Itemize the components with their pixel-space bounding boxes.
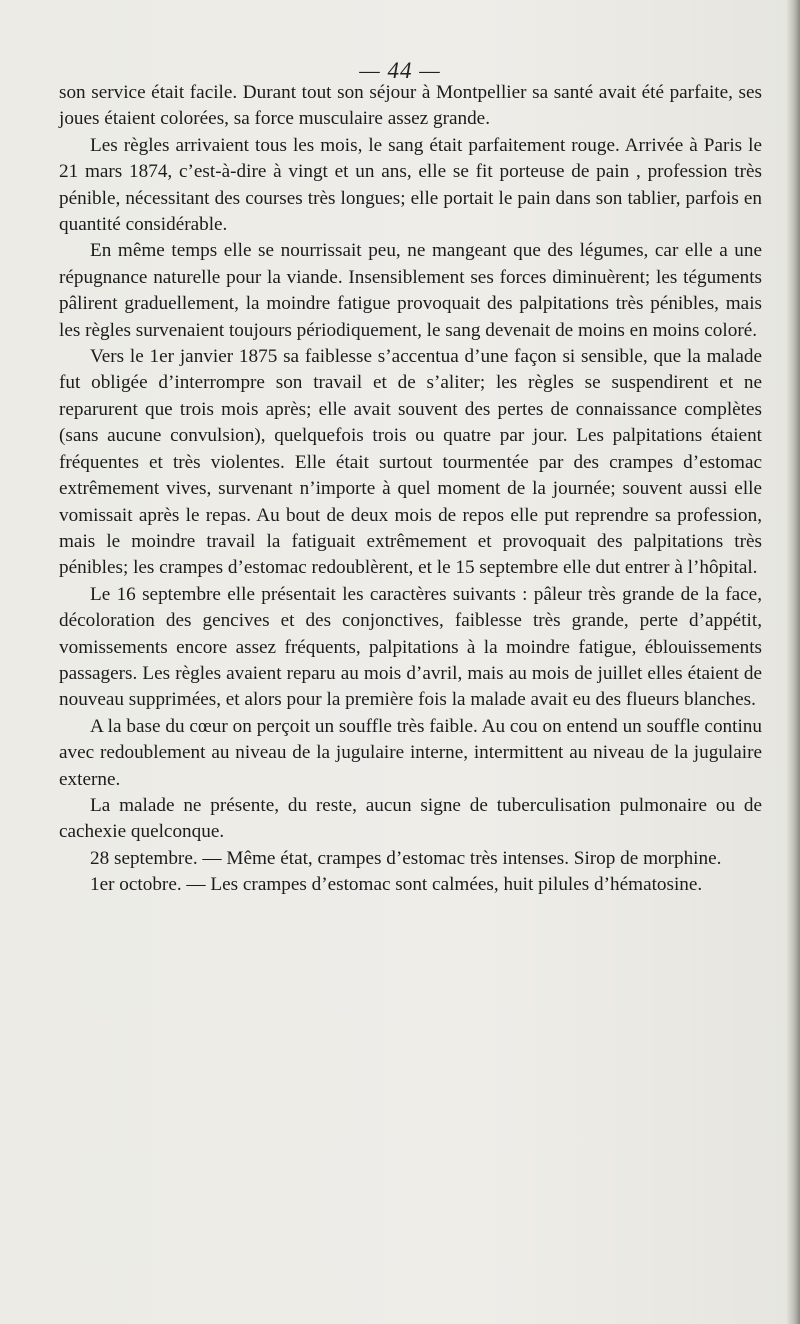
- paragraph-5: Le 16 septembre elle présentait les caractères suivants : pâleur très grande de la face, décoloration des gencives et des conjonctives, faiblesse très grande, perte d’appétit, vomissements encore assez fréquents, palpitations à la moindre fatigue, éblouissements passagers. Les règles avaient reparu au mois d’avril, mais au mois de juillet elles étaient de nouveau supprimées, et alors pour la première fois la malade avait eu des flueurs blanches.: [59, 583, 762, 711]
- paragraph-9: 1er octobre. — Les crampes d’estomac sont calmées, huit pilules d’hématosine.: [90, 874, 703, 896]
- paragraph-2: Les règles arrivaient tous les mois, le sang était parfaitement rouge. Arrivée à Paris le 21 mars 1874, c’est-à-dire à vingt et un ans, elle se fit porteuse de pain , profession très pénible, nécessitant des courses très longues; elle portait le pain dans son tablier, parfois en quantité considérable.: [59, 134, 762, 236]
- paragraph-6: A la base du cœur on perçoit un souffle très faible. Au cou on entend un souffle continu avec redoublement au niveau de la jugulaire interne, intermittent au niveau de la jugulaire externe.: [59, 715, 762, 790]
- paragraph-1: son service était facile. Durant tout son séjour à Montpellier sa santé avait été parfaite, ses joues étaient colorées, sa force musculaire assez grande.: [59, 82, 762, 130]
- paragraph-8: 28 septembre. — Même état, crampes d’estomac très intenses. Sirop de morphine.: [90, 847, 722, 869]
- page-number: — 44 —: [359, 58, 441, 83]
- paragraph-4: Vers le 1er janvier 1875 sa faiblesse s’accentua d’une façon si sensible, que la malade fut obligée d’interrompre son travail et de s’aliter; les règles se suspendirent et ne reparurent que trois mois après; elle avait souvent des pertes de connaissance complètes (sans aucune convulsion), quelquefois trois ou quatre par jour. Les palpitations étaient fréquentes et très violentes. Elle était surtout tourmentée par des crampes d’estomac extrêmement vives, survenant n’importe à quel moment de la journée; souvent aussi elle vomissait après le repas. Au bout de deux mois de repos elle put reprendre sa profession, mais le moindre travail la fatiguait extrêmement et provoquait des palpitations très pénibles; les crampes d’estomac redoublèrent, et le 15 septembre elle dut entrer à l’hôpital.: [59, 346, 762, 579]
- paragraph-7: La malade ne présente, du reste, aucun signe de tuberculisation pulmonaire ou de cachexie quelconque.: [59, 794, 762, 843]
- page-edge-shadow: [786, 0, 800, 1324]
- paragraph-3: En même temps elle se nourrissait peu, ne mangeant que des légumes, car elle a une répugnance naturelle pour la viande. Insensiblement ses forces diminuèrent; les téguments pâlirent graduellement, la moindre fatigue provoquait des palpitations très pénibles, mais les règles survenaient toujours périodiquement, le sang devenait de moins en moins coloré.: [59, 240, 762, 341]
- body-text: [59, 80, 762, 899]
